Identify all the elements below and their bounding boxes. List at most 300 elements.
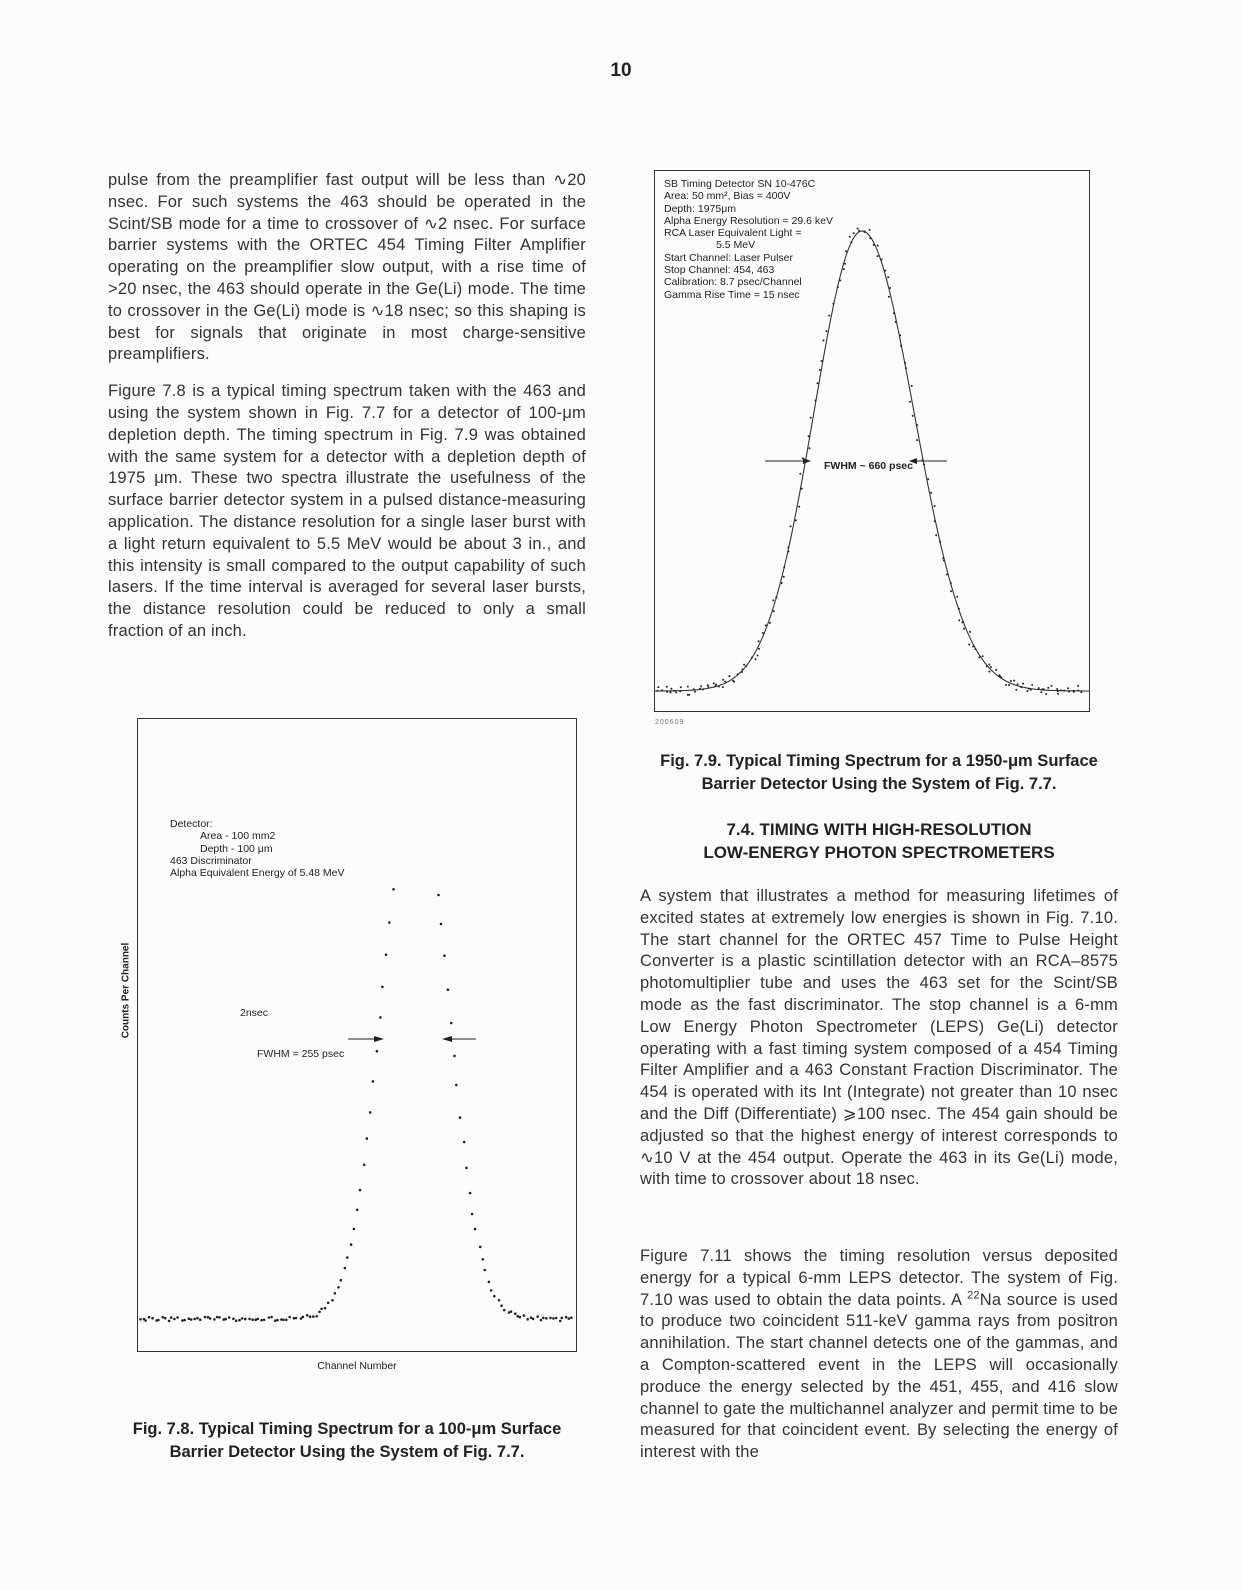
data-point [969,631,971,633]
data-point [775,596,777,598]
data-point [934,520,936,522]
caption-line: Fig. 7.9. Typical Timing Spectrum for a 1950-μm Surface [660,752,1098,770]
data-point [498,1299,501,1302]
data-point [988,671,990,673]
data-point [978,656,980,658]
data-point [990,666,992,668]
legend-line: Depth: 1975μm [664,202,737,215]
data-point [826,330,828,332]
data-point [263,1319,266,1322]
data-point [755,658,757,660]
data-point [331,1299,334,1302]
data-point [213,1318,216,1321]
data-point [565,1316,568,1319]
data-point [963,628,965,630]
data-point [909,401,911,403]
data-point [1005,684,1007,686]
data-point [312,1315,315,1318]
data-point [353,1228,356,1231]
data-point [318,1311,321,1314]
data-point [471,1213,474,1216]
legend-line: Calibration: 8.7 psec/Channel [664,276,802,289]
data-point [905,367,907,369]
data-point [769,622,771,624]
data-point [751,657,753,659]
data-point [728,675,730,677]
data-point [490,1289,493,1292]
data-point [943,560,945,562]
data-point [309,1315,312,1318]
data-point [1010,680,1012,682]
data-point [757,655,759,657]
arrowhead [374,1036,384,1042]
data-point [930,492,932,494]
data-point [904,362,906,364]
data-point [687,686,689,688]
data-point [864,231,866,233]
data-point [1026,690,1028,692]
data-point [916,439,918,441]
data-point [359,1189,362,1192]
data-point [392,888,395,891]
data-point [1031,684,1033,686]
figure-7-8-caption [108,1418,586,1464]
data-point [463,1141,466,1144]
data-point [526,1318,529,1321]
data-point [545,1317,548,1320]
figure-7-8-x-axis-label: Channel Number [317,1360,397,1372]
data-point [228,1316,231,1319]
data-point [176,1316,179,1319]
data-point [1020,686,1022,688]
data-point [1022,683,1024,685]
data-point [238,1319,241,1322]
data-point [999,674,1001,676]
data-point [790,525,792,527]
data-point [440,923,443,926]
data-point [241,1317,244,1320]
data-point [459,1116,462,1119]
heading-line: LOW-ENERGY PHOTON SPECTROMETERS [703,843,1055,862]
data-point [809,447,811,449]
data-point [795,519,797,521]
data-point [715,685,717,687]
data-point [268,1316,271,1319]
legend-line: Detector: [170,818,213,830]
data-point [733,681,735,683]
legend-line: Alpha Equivalent Energy of 5.48 MeV [170,867,345,880]
data-point [722,679,724,681]
data-point [555,1317,558,1320]
data-point [151,1317,154,1320]
data-point [570,1316,573,1319]
data-point [315,1315,318,1318]
legend-line: Start Channel: Laser Pulser [664,251,793,264]
data-point [484,1269,487,1272]
data-point [1057,690,1059,692]
data-point [453,1055,456,1058]
data-point [895,321,897,323]
legend-line: RCA Laser Equivalent Light = [664,227,802,240]
figure-7-8-y-axis-label: Counts Per Channel [120,942,132,1039]
data-point [376,1050,379,1053]
data-point [447,988,450,991]
data-point [510,1310,513,1313]
data-point [327,1302,330,1305]
data-point [773,610,775,612]
data-point [199,1318,202,1321]
data-point [561,1317,564,1320]
data-point [482,1258,485,1261]
heading-line: 7.4. TIMING WITH HIGH-RESOLUTION [726,820,1032,839]
data-point [810,417,812,419]
data-point [881,259,883,261]
legend-line: Area: 50 mm², Bias = 400V [664,190,791,203]
data-point [887,276,889,278]
data-point [469,1192,472,1195]
data-point [858,230,860,232]
data-point [1073,690,1075,692]
data-point [542,1317,545,1320]
data-point [742,668,744,670]
data-point [1051,685,1053,687]
data-point [899,334,901,336]
data-point [857,228,859,230]
data-point [912,415,914,417]
data-point [765,624,767,626]
caption-line: Fig. 7.8. Typical Timing Spectrum for a 100-μm Surface [132,1420,562,1438]
data-point [196,1317,199,1320]
data-point [666,691,668,693]
data-point [144,1319,147,1322]
data-point [168,1320,171,1323]
data-point [958,608,960,610]
data-point [1038,687,1040,689]
data-point [443,954,446,957]
legend-line: Area - 100 mm2 [200,830,276,843]
data-point [916,424,918,426]
data-point [670,688,672,690]
data-point [306,1314,309,1317]
data-point [188,1317,191,1320]
data-point [815,400,817,402]
data-point [244,1318,247,1321]
data-point [540,1319,543,1322]
data-point [552,1317,555,1320]
data-point [363,1164,366,1167]
arrowhead [442,1036,452,1042]
data-point [884,270,886,272]
data-point [388,921,391,924]
data-point [1041,688,1043,690]
data-point [673,690,675,692]
data-point [939,541,941,543]
data-point [798,506,800,508]
data-point [845,250,847,252]
data-point [479,1246,482,1249]
data-point [968,644,970,646]
section-heading [640,818,1118,864]
data-point [162,1316,165,1319]
figure-7-9-legend [664,178,833,301]
data-point [843,268,845,270]
data-point [1040,691,1042,693]
caption-line: Barrier Detector Using the System of Fig. 7.7. [701,775,1057,793]
data-point [849,236,851,238]
data-point [356,1209,359,1212]
data-point [532,1318,535,1321]
data-point [832,303,834,305]
data-point [260,1319,263,1322]
legend-line: 463 Discriminator [170,854,252,867]
data-point [724,681,726,683]
paragraph: pulse from the preamplifier fast output will be less than ∿20 nsec. For such systems the 463 should be operated in the Scint/SB mode for a time to crossover of ∿2 nsec. For surface barrier systems with the ORTEC 454 Timing Filter Amplifier operating on the preamplifier slow output, with a rise time of >20 nsec, the 463 should operate in the Ge(Li) mode. The time to crossover in the Ge(Li) mode is ∿18 nsec; so this shaping is best for signals that originate in most charge-sensitive preamplifiers. [108,171,586,364]
paragraph: A system that illustrates a method for measuring lifetimes of excited states at extremely low energies is shown in Fig. 7.10. The start channel for the ORTEC 457 Time to Pulse Height Converter is a plastic scintillation detector with an RCA–8575 photomultiplier tube and uses the 463 set for the Scint/SB mode as the fast discriminator. The stop channel is a 6-mm Low Energy Photon Spectrometer (LEPS) Ge(Li) detector operating with a fast timing system composed of a 454 Timing Filter Amplifier and a 463 Constant Fraction Discriminator. The 454 is operated with its Int (Integrate) not greater than 10 nsec and the Diff (Differentiate) ⩾100 nsec. The 454 gain should be adjusted so that the highest energy of interest corresponds to ∿10 V at the 454 output. Operate the 463 in its Ge(Li) mode, with time to crossover about 18 nsec. [640,887,1118,1189]
data-point [657,686,659,688]
data-point [224,1318,227,1321]
data-point [935,534,937,536]
arrowhead [803,458,811,464]
data-point [772,599,774,601]
data-point [183,1319,186,1322]
figure-7-8-frame [137,718,577,1352]
data-point [274,1319,277,1322]
figure-7-8-plot [138,719,576,1351]
data-point [995,669,997,671]
data-point [699,688,701,690]
data-point [893,312,895,314]
data-point [568,1317,571,1320]
data-point [956,596,958,598]
data-point [216,1316,219,1319]
data-point [1060,689,1062,691]
legend-line: Stop Channel: 454, 463 [664,264,775,277]
data-point [950,582,952,584]
paragraph-part: Figure 7.11 shows the timing resolution versus deposited energy for a typical 6-mm LEPS detector. The system of Fig. 7.10 was used to obtain the data points. A [640,1247,1118,1309]
data-point [1028,688,1030,690]
data-point [950,590,952,592]
data-point [209,1317,212,1320]
caption-line: Barrier Detector Using the System of Fig. 7.7. [169,1443,525,1461]
data-point [656,690,658,692]
data-point [503,1309,506,1312]
data-point [707,686,709,688]
legend-line: Alpha Energy Resolution = 29.6 keV [664,214,833,227]
data-point [988,664,990,666]
isotope-superscript: 22 [967,1289,980,1302]
data-point [823,339,825,341]
data-point [817,382,819,384]
data-point [1045,693,1047,695]
data-point [1068,691,1070,693]
data-point [853,232,855,234]
page-number: 10 [610,60,632,81]
data-point [519,1316,522,1319]
data-point [285,1319,288,1322]
data-point [170,1316,173,1319]
data-point [488,1281,491,1284]
data-point [320,1308,323,1311]
data-point [783,566,785,568]
paragraph-part: Na source is used to produce two coincident 511-keV gamma rays from positron annihilation. The start channel detects one of the gammas, and a Compton-scattered event in the LEPS will occasionally produce the energy selected by the 451, 455, and 416 slow channel to gate the multichannel analyzer and permit time to be measured for that coincident event. By selecting the energy of interest with the [640,1290,1118,1462]
data-point [455,1084,458,1087]
data-point [781,582,783,584]
data-point [942,557,944,559]
data-point [702,689,704,691]
data-point [743,664,745,666]
data-point [193,1318,196,1321]
data-point [500,1304,503,1307]
data-point [661,689,663,691]
data-point [157,1319,160,1322]
data-point [523,1314,526,1317]
legend-line: SB Timing Detector SN 10-476C [664,178,816,190]
data-point [808,435,810,437]
data-point [248,1318,251,1321]
data-point [302,1316,305,1319]
data-point [324,1307,327,1310]
data-point [718,686,720,688]
left-column-text [108,170,586,658]
data-point [975,648,977,650]
data-point [369,1111,372,1114]
data-point [839,279,841,281]
figure-7-8-fwhm-label: FWHM = 255 psec [257,1048,345,1060]
data-point [850,241,852,243]
data-point [1030,689,1032,691]
data-point [173,1318,176,1321]
data-point [722,686,724,688]
data-point [450,1022,453,1025]
data-point [372,1080,375,1083]
data-point [493,1295,496,1298]
figure-7-8-2nsec-label: 2nsec [240,1007,269,1019]
data-point [675,691,677,693]
data-point [148,1316,151,1319]
data-point [869,237,871,239]
data-point [218,1316,221,1319]
figure-7-9-id: 200609 [655,719,685,726]
data-point [334,1292,337,1295]
data-point [745,665,747,667]
data-point [232,1318,235,1321]
data-point [1017,683,1019,685]
data-point [844,263,846,265]
legend-line: Depth - 100 μm [200,842,273,855]
data-point [139,1318,142,1321]
right-column-text [640,886,1118,1206]
data-point [251,1318,254,1321]
data-point [961,621,963,623]
data-point [888,296,890,298]
figure-7-8-legend [170,818,345,879]
data-point [927,478,929,480]
data-point [1080,691,1082,693]
figure-7-9-caption [640,750,1118,796]
data-point [679,690,681,692]
data-point [474,1228,477,1231]
data-point [549,1317,552,1320]
data-point [741,671,743,673]
data-point [181,1319,184,1322]
data-point [877,245,879,247]
data-point [688,694,690,696]
data-point [758,648,760,650]
data-point [385,953,388,956]
data-point [670,691,672,693]
paragraph: Figure 7.8 is a typical timing spectrum taken with the 463 and using the system shown in Fig. 7.7 for a detector of 100-μm depletion depth. The timing spectrum in Fig. 7.9 was obtained with the same system for a detector with a depletion depth of 1975 μm. These two spectra illustrate the usefulness of the surface barrier detector system in a pulsed distance-measuring application. The distance resolution for a single laser burst with a light return equivalent to 5.5 MeV would be about 3 in., and this intensity is small compared to the output capability of such lasers. If the time interval is averaged for several laser bursts, the distance resolution could be reduced to only a small fraction of an inch. [108,382,586,640]
data-point [713,682,715,684]
data-point [295,1317,298,1320]
data-point [737,673,739,675]
data-point [821,360,823,362]
data-point [559,1320,562,1323]
data-point [1077,685,1079,687]
data-point [889,287,891,289]
right-column-text-2 [640,1246,1118,1479]
data-point [828,315,830,317]
data-point [1047,687,1049,689]
data-point [762,632,764,634]
data-point [204,1316,207,1319]
data-point [235,1319,238,1322]
data-point [819,369,821,371]
data-point [758,640,760,642]
data-point [877,255,879,257]
data-point [946,573,948,575]
data-point [437,894,440,897]
data-point [514,1312,517,1315]
data-point [666,686,668,688]
data-point [257,1318,260,1321]
data-point [190,1318,193,1321]
data-point [350,1243,353,1246]
data-point [900,345,902,347]
data-point [700,685,702,687]
data-point [788,551,790,553]
data-point [164,1317,167,1320]
data-point [873,244,875,246]
data-point [986,665,988,667]
legend-line: 5.5 MeV [716,239,756,252]
data-point [1015,689,1017,691]
data-point [276,1319,279,1322]
data-point [381,986,384,989]
data-point [1008,684,1010,686]
data-point [1056,688,1058,690]
data-point [282,1319,285,1322]
data-point [340,1279,343,1282]
data-point [693,688,695,690]
data-point [958,619,960,621]
data-point [465,1167,468,1170]
data-point [869,229,871,231]
data-point [694,691,696,693]
data-point [344,1267,347,1270]
data-point [288,1316,291,1319]
data-point [1057,693,1059,695]
legend-line: Gamma Rise Time = 15 nsec [664,288,800,301]
data-point [783,576,785,578]
data-point [934,505,936,507]
data-point [1067,687,1069,689]
data-point [1013,680,1015,682]
data-point [337,1286,340,1289]
data-point [1000,676,1002,678]
data-point [207,1316,210,1319]
data-point [982,655,984,657]
data-point [366,1137,369,1140]
